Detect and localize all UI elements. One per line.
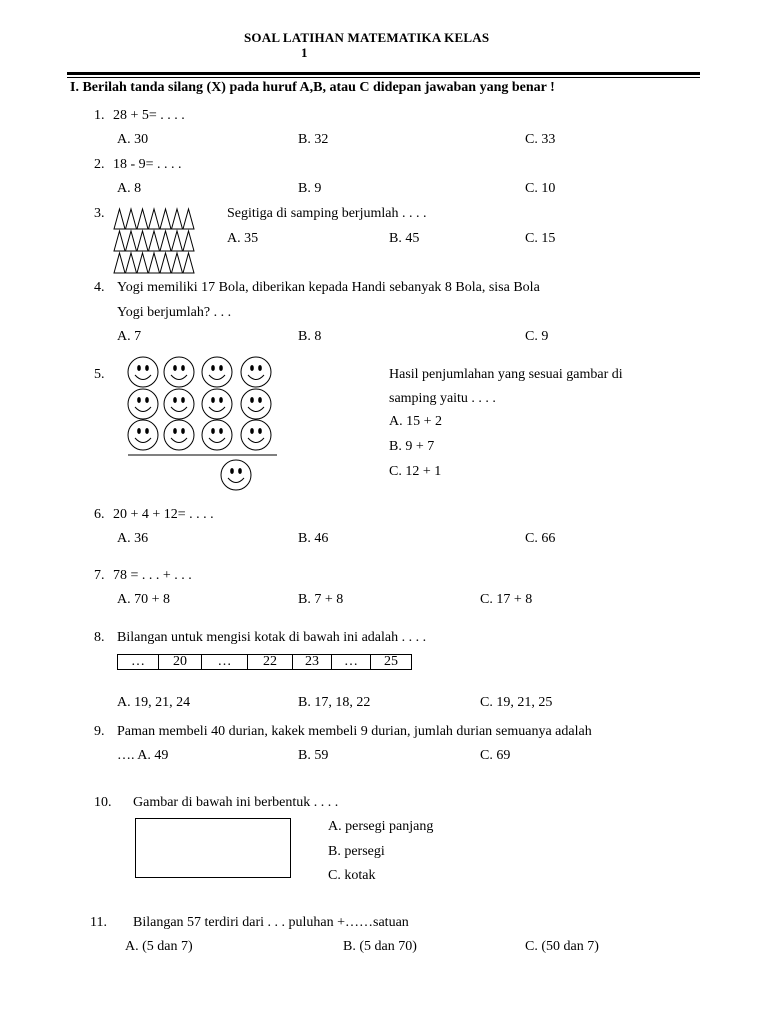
smiley-icon: [128, 389, 158, 419]
q7-option-c[interactable]: C. 17 + 8: [480, 592, 533, 607]
triangle-shape: [137, 209, 148, 229]
q8-number-sequence-boxes: [117, 654, 412, 670]
q9-number: 9.: [94, 724, 105, 739]
triangle-shape: [183, 209, 194, 229]
q5-option-a[interactable]: A. 15 + 2: [389, 414, 443, 429]
class-number: 1: [301, 45, 308, 60]
q3-text: Segitiga di samping berjumlah . . . .: [227, 206, 427, 221]
q7-option-a[interactable]: A. 70 + 8: [117, 592, 171, 607]
smiley-icon: [164, 357, 194, 387]
q1-number: 1.: [94, 108, 105, 123]
q4-text-line2: Yogi berjumlah? . . .: [117, 305, 232, 320]
page-title: SOAL LATIHAN MATEMATIKA KELAS: [244, 30, 490, 45]
q3-option-a[interactable]: A. 35: [227, 231, 259, 246]
triangle-shape: [183, 253, 194, 273]
q5-text-line2: samping yaitu . . . .: [389, 391, 496, 406]
triangle-shape: [160, 209, 171, 229]
q7-number: 7.: [94, 568, 105, 583]
q11-number: 11.: [90, 915, 107, 930]
triangle-shape: [172, 253, 183, 273]
smiley-icon: [221, 460, 251, 490]
triangle-shape: [126, 253, 137, 273]
q8-option-b[interactable]: B. 17, 18, 22: [298, 695, 371, 710]
q9-text-line1: Paman membeli 40 durian, kakek membeli 9 durian, jumlah durian semuanya adalah: [117, 724, 592, 739]
q1-option-c[interactable]: C. 33: [525, 132, 556, 147]
q10-option-b[interactable]: B. persegi: [328, 844, 385, 859]
q5-smiley-figure: [120, 354, 280, 496]
q10-number: 10.: [94, 795, 112, 810]
header-rule-thin: [67, 77, 700, 78]
q10-rectangle-figure: [135, 818, 291, 878]
smiley-icon: [241, 357, 271, 387]
triangle-shape: [172, 209, 183, 229]
section-instruction: I. Berilah tanda silang (X) pada huruf A,B, atau C didepan jawaban yang benar !: [70, 80, 555, 95]
q8-box: 20: [159, 655, 202, 670]
q8-text: Bilangan untuk mengisi kotak di bawah ini adalah . . . .: [117, 630, 427, 645]
q9-option-c[interactable]: C. 69: [480, 748, 511, 763]
q8-box: 22: [248, 655, 293, 670]
q8-box[interactable]: …: [118, 655, 159, 670]
q10-text: Gambar di bawah ini berbentuk . . . .: [133, 795, 339, 810]
triangle-shape: [160, 231, 171, 251]
q2-option-c[interactable]: C. 10: [525, 181, 556, 196]
triangle-shape: [160, 253, 171, 273]
smiley-icon: [202, 389, 232, 419]
q2-number: 2.: [94, 157, 105, 172]
q6-option-c[interactable]: C. 66: [525, 531, 556, 546]
q8-box: 25: [371, 655, 412, 670]
header-rule-thick: [67, 72, 700, 75]
q8-option-c[interactable]: C. 19, 21, 25: [480, 695, 553, 710]
smiley-icon: [202, 357, 232, 387]
q2-option-a[interactable]: A. 8: [117, 181, 142, 196]
q4-text-line1: Yogi memiliki 17 Bola, diberikan kepada Handi sebanyak 8 Bola, sisa Bola: [117, 280, 540, 295]
q6-number: 6.: [94, 507, 105, 522]
q11-text: Bilangan 57 terdiri dari . . . puluhan +……satuan: [133, 915, 409, 930]
q4-option-a[interactable]: A. 7: [117, 329, 142, 344]
q9-option-b[interactable]: B. 59: [298, 748, 329, 763]
triangle-shape: [114, 253, 125, 273]
q5-option-b[interactable]: B. 9 + 7: [389, 439, 435, 454]
q5-number: 5.: [94, 367, 105, 382]
smiley-icon: [241, 420, 271, 450]
q11-option-b[interactable]: B. (5 dan 70): [343, 939, 417, 954]
q6-text: 20 + 4 + 12= . . . .: [113, 507, 214, 522]
smiley-icon: [241, 389, 271, 419]
smiley-icon: [202, 420, 232, 450]
q7-text: 78 = . . . + . . .: [113, 568, 192, 583]
smiley-icon: [128, 420, 158, 450]
q6-option-b[interactable]: B. 46: [298, 531, 329, 546]
q8-option-a[interactable]: A. 19, 21, 24: [117, 695, 191, 710]
triangle-shape: [149, 231, 160, 251]
triangle-shape: [183, 231, 194, 251]
q8-number: 8.: [94, 630, 105, 645]
q4-number: 4.: [94, 280, 105, 295]
q4-option-c[interactable]: C. 9: [525, 329, 549, 344]
triangle-shape: [149, 253, 160, 273]
q3-option-c[interactable]: C. 15: [525, 231, 556, 246]
q4-option-b[interactable]: B. 8: [298, 329, 322, 344]
q1-option-b[interactable]: B. 32: [298, 132, 329, 147]
q11-option-c[interactable]: C. (50 dan 7): [525, 939, 599, 954]
q1-option-a[interactable]: A. 30: [117, 132, 149, 147]
q6-option-a[interactable]: A. 36: [117, 531, 149, 546]
triangle-shape: [137, 231, 148, 251]
triangle-shape: [126, 209, 137, 229]
smiley-icon: [128, 357, 158, 387]
q9-option-a[interactable]: …. A. 49: [117, 748, 169, 763]
triangle-shape: [114, 209, 125, 229]
q8-box[interactable]: …: [202, 655, 248, 670]
q8-box: 23: [293, 655, 332, 670]
q2-text: 18 - 9= . . . .: [113, 157, 182, 172]
q3-number: 3.: [94, 206, 105, 221]
q3-triangles-figure: [112, 207, 198, 273]
q8-box[interactable]: …: [332, 655, 371, 670]
q7-option-b[interactable]: B. 7 + 8: [298, 592, 344, 607]
q5-option-c[interactable]: C. 12 + 1: [389, 464, 442, 479]
q10-option-c[interactable]: C. kotak: [328, 868, 376, 883]
triangle-shape: [137, 253, 148, 273]
smiley-icon: [164, 420, 194, 450]
q5-text-line1: Hasil penjumlahan yang sesuai gambar di: [389, 367, 623, 382]
triangle-shape: [126, 231, 137, 251]
triangle-shape: [149, 209, 160, 229]
smiley-icon: [164, 389, 194, 419]
q10-option-a[interactable]: A. persegi panjang: [328, 819, 434, 834]
q2-option-b[interactable]: B. 9: [298, 181, 322, 196]
q11-option-a[interactable]: A. (5 dan 7): [125, 939, 193, 954]
triangle-shape: [114, 231, 125, 251]
q1-text: 28 + 5= . . . .: [113, 108, 185, 123]
q3-option-b[interactable]: B. 45: [389, 231, 420, 246]
triangle-shape: [172, 231, 183, 251]
